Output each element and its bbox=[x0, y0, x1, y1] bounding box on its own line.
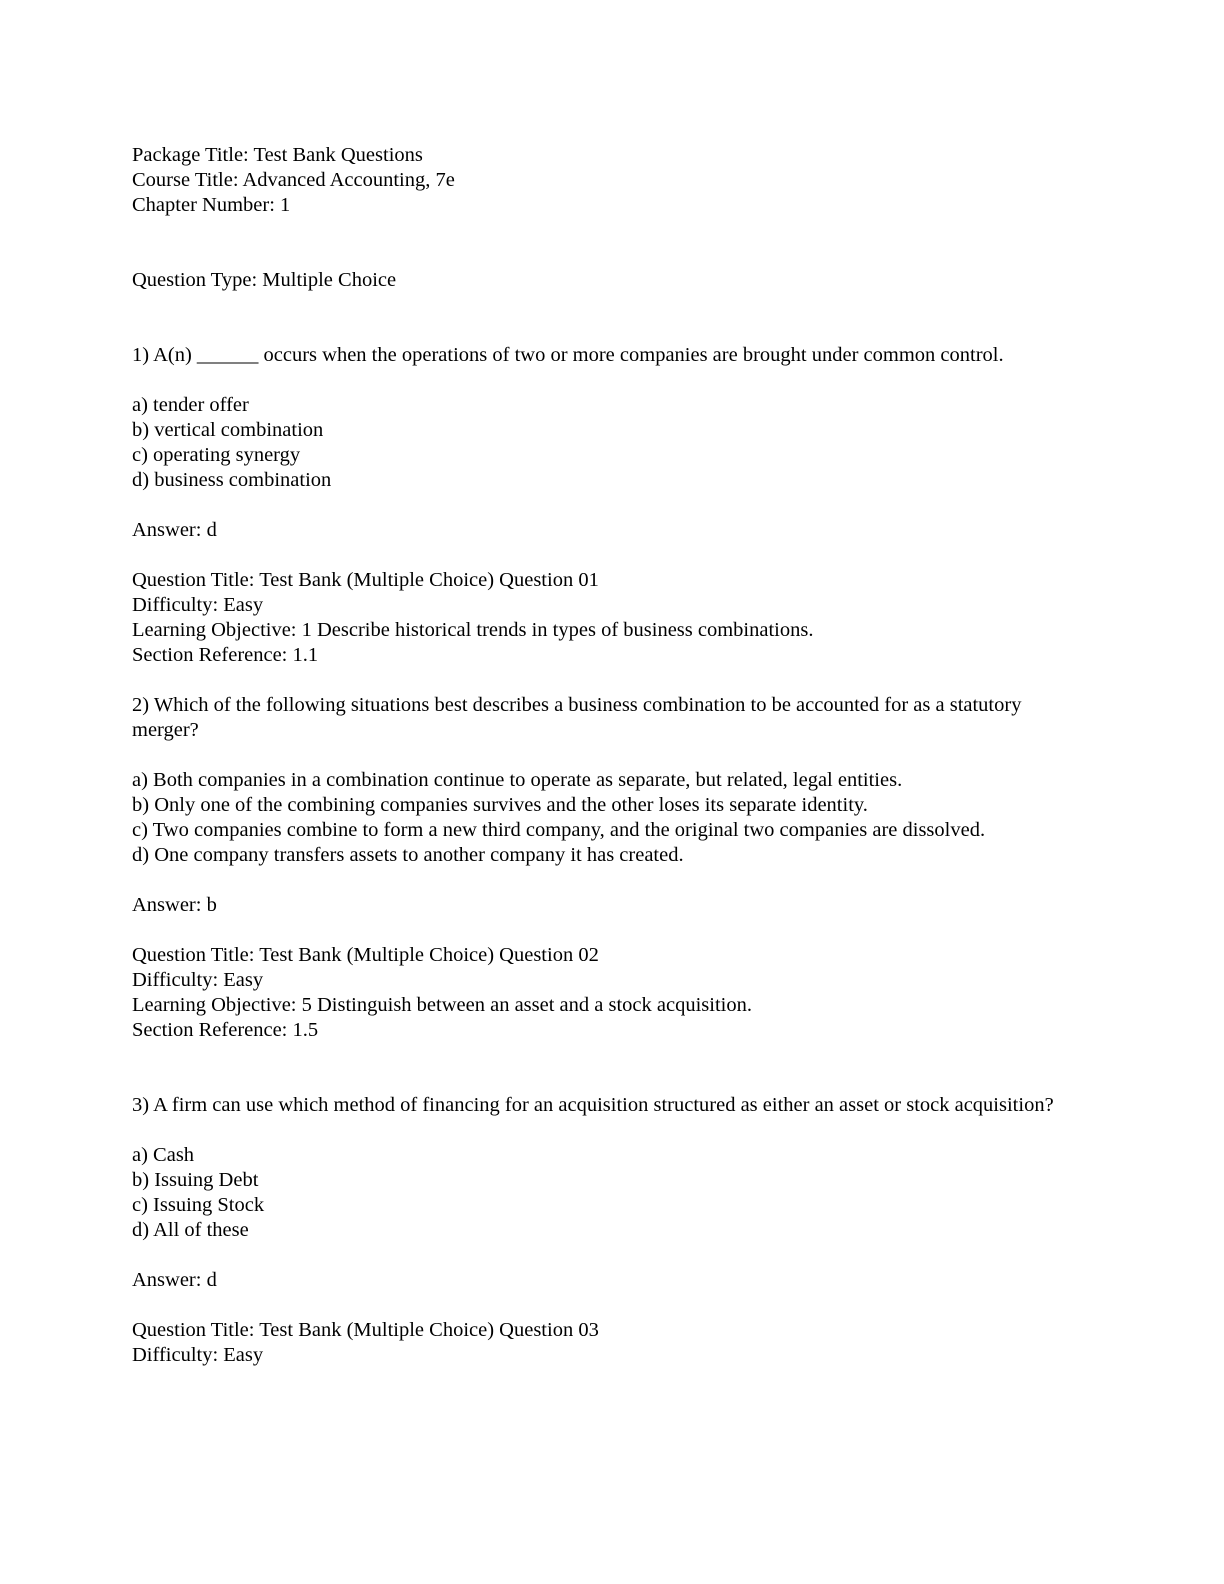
question-3-option-b: b) Issuing Debt bbox=[132, 1169, 259, 1191]
question-3-option-a: a) Cash bbox=[132, 1144, 195, 1166]
chapter-number: Chapter Number: 1 bbox=[132, 194, 291, 216]
question-2-option-c: c) Two companies combine to form a new third company, and the original two companies are dissolved. bbox=[132, 819, 986, 841]
question-1-difficulty: Difficulty: Easy bbox=[132, 594, 264, 616]
question-3-option-c: c) Issuing Stock bbox=[132, 1194, 265, 1216]
question-1-text: 1) A(n) ______ occurs when the operations of two or more companies are brought under common control. bbox=[132, 344, 1004, 366]
question-2-answer: Answer: b bbox=[132, 894, 217, 916]
question-1-option-a: a) tender offer bbox=[132, 394, 249, 416]
question-3-answer: Answer: d bbox=[132, 1269, 217, 1291]
question-2-option-b: b) Only one of the combining companies survives and the other loses its separate identity. bbox=[132, 794, 868, 816]
question-2-option-d: d) One company transfers assets to another company it has created. bbox=[132, 844, 684, 866]
question-3-title: Question Title: Test Bank (Multiple Choice) Question 03 bbox=[132, 1319, 599, 1341]
question-1-option-c: c) operating synergy bbox=[132, 444, 301, 466]
question-2-learning-objective: Learning Objective: 5 Distinguish between an asset and a stock acquisition. bbox=[132, 994, 752, 1016]
document-page bbox=[132, 143, 1092, 1368]
question-1-learning-objective: Learning Objective: 1 Describe historical trends in types of business combinations. bbox=[132, 619, 814, 641]
course-title: Course Title: Advanced Accounting, 7e bbox=[132, 169, 455, 191]
question-2-text: 2) Which of the following situations best describes a business combination to be accounted for as a statutory merger? bbox=[132, 694, 1022, 741]
question-1-section-reference: Section Reference: 1.1 bbox=[132, 644, 319, 666]
question-type: Question Type: Multiple Choice bbox=[132, 269, 397, 291]
question-3-option-d: d) All of these bbox=[132, 1219, 249, 1241]
question-2-difficulty: Difficulty: Easy bbox=[132, 969, 264, 991]
question-3-text: 3) A firm can use which method of financing for an acquisition structured as either an asset or stock acquisition? bbox=[132, 1094, 1054, 1116]
question-2-option-a: a) Both companies in a combination continue to operate as separate, but related, legal entities. bbox=[132, 769, 903, 791]
question-1-option-d: d) business combination bbox=[132, 469, 332, 491]
question-2-title: Question Title: Test Bank (Multiple Choice) Question 02 bbox=[132, 944, 599, 966]
question-1-title: Question Title: Test Bank (Multiple Choice) Question 01 bbox=[132, 569, 599, 591]
question-1-answer: Answer: d bbox=[132, 519, 217, 541]
package-title: Package Title: Test Bank Questions bbox=[132, 144, 423, 166]
question-1-option-b: b) vertical combination bbox=[132, 419, 324, 441]
question-2-section-reference: Section Reference: 1.5 bbox=[132, 1019, 319, 1041]
question-3-difficulty: Difficulty: Easy bbox=[132, 1344, 264, 1366]
